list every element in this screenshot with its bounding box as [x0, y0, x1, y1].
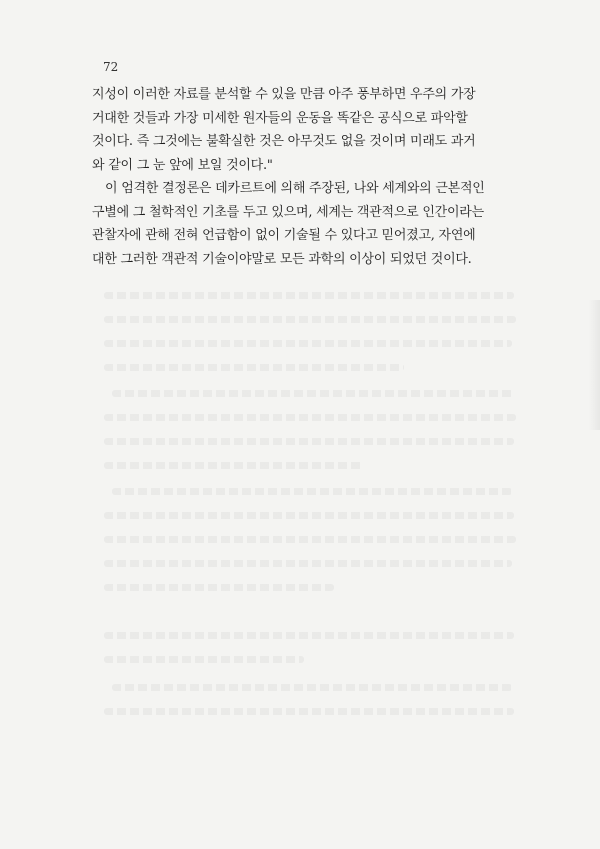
- text-line: 것이다. 즉 그것에는 불확실한 것은 아무것도 없을 것이며 미래도 과거: [92, 134, 476, 149]
- body-text: [92, 83, 520, 271]
- text-line: 대한 그러한 객관적 기술이야말로 모든 과학의 이상이 되었던 것이다.: [92, 251, 472, 267]
- paragraph-quote-end: [92, 83, 520, 177]
- text-line: 와 같이 그 눈 앞에 보일 것이다.": [92, 157, 273, 173]
- text-line: 구별에 그 철학적인 기초를 두고 있으며, 세계는 객관적으로 인간이라는: [92, 204, 484, 220]
- paragraph-determinism: [92, 177, 520, 271]
- text-line: 관찰자에 관해 전혀 언급함이 없이 기술될 수 있다고 믿어졌고, 자연에: [92, 228, 476, 243]
- page-number: 72: [103, 60, 119, 74]
- text-line: 지성이 이러한 자료를 분석할 수 있을 만큼 아주 풍부하면 우주의 가장: [92, 87, 476, 102]
- text-line: 이 엄격한 결정론은 데카르트에 의해 주장된, 나와 세계와의 근본적인: [105, 181, 485, 196]
- text-line: 거대한 것들과 가장 미세한 원자들의 운동을 똑같은 공식으로 파악할: [92, 110, 468, 126]
